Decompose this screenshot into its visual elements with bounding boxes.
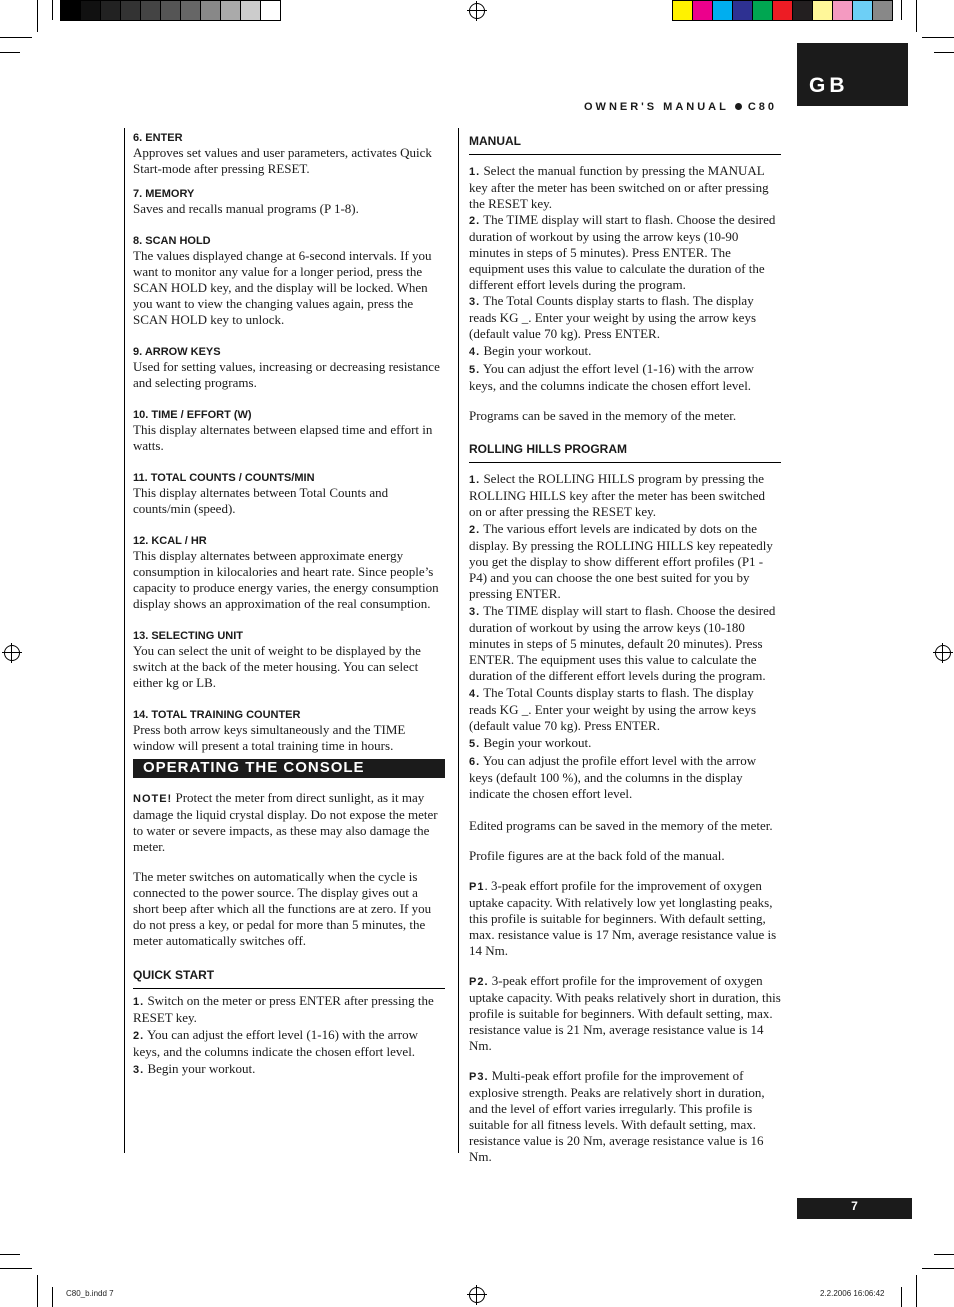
manual-label: OWNER'S MANUAL: [584, 101, 729, 113]
manual-save-text: Programs can be saved in the memory of the meter.: [469, 408, 737, 423]
left-column: [133, 131, 445, 1078]
color-swatch: [201, 1, 221, 20]
list-item: [469, 753, 781, 802]
color-swatch: [693, 1, 713, 20]
section-text: This display alternates between Total Counts and counts/min (speed).: [133, 485, 389, 516]
step-number: 3.: [469, 296, 481, 308]
step-number: 2.: [469, 215, 481, 227]
crop-mark: [37, 1275, 38, 1307]
section-text: Approves set values and user parameters, activates Quick Start-mode after pressing RESET.: [133, 145, 432, 176]
profile-item: [469, 878, 781, 959]
column-divider: [124, 128, 125, 1153]
crop-mark: [901, 0, 902, 20]
list-item: [469, 293, 781, 342]
step-text: Begin your workout.: [480, 735, 592, 750]
step-text: Select the manual function by pressing the MANUAL key after the meter has been switched on or after pressing the RESET key.: [469, 163, 769, 211]
color-swatch: [833, 1, 853, 20]
registration-mark-icon: [469, 3, 485, 19]
color-swatch: [101, 1, 121, 20]
profile-item: [469, 1068, 781, 1165]
step-number: 1.: [469, 474, 481, 486]
list-item: [469, 471, 781, 520]
step-number: 2.: [133, 1030, 145, 1042]
profile-number: P3.: [469, 1071, 489, 1083]
step-text: Select the ROLLING HILLS program by pressing the ROLLING HILLS key after the meter has been switched on or after pressing the RESET key.: [469, 471, 766, 519]
list-item: [469, 685, 781, 734]
crop-mark: [916, 0, 917, 32]
step-text: The TIME display will start to flash. Choose the desired duration of workout by using the arrow keys (10-180 minutes in steps of 5 minutes, default 20 minutes). Press ENTER. The equipment uses this value to calculate the duration of the different effort levels during the program.: [469, 603, 776, 683]
color-swatch: [261, 1, 280, 20]
section-heading: MANUAL: [469, 133, 781, 155]
step-text: You can adjust the effort level (1-16) with the arrow keys, and the columns indicate the chosen effort level.: [469, 361, 754, 393]
list-item: [469, 212, 781, 293]
step-number: 4.: [469, 688, 481, 700]
crop-mark: [901, 1287, 902, 1307]
color-swatch: [773, 1, 793, 20]
bullet-icon: [735, 103, 742, 110]
list-item: [133, 1027, 445, 1060]
model-label: C80: [747, 101, 778, 113]
color-swatch: [873, 1, 892, 20]
step-number: 2.: [469, 524, 481, 536]
crop-mark: [934, 1254, 954, 1255]
profile-text: . 3-peak effort profile for the improvement of oxygen uptake capacity. With relatively low yet longlasting peaks, this profile is suitable for beginners. With default setting, max. resistance value is 17 Nm, average resistance value is 14 Nm.: [469, 878, 777, 958]
note-label: NOTE!: [133, 793, 173, 805]
section-heading: 9. ARROW KEYS: [133, 346, 221, 358]
grayscale-color-bar: [60, 0, 281, 21]
section-heading: 12. KCAL / HR: [133, 535, 207, 547]
section-text: Used for setting values, increasing or decreasing resistance and selecting programs.: [133, 359, 440, 390]
section-heading: 14. TOTAL TRAINING COUNTER: [133, 709, 301, 721]
step-text: The Total Counts display starts to flash. The display reads KG _. Enter your weight by using the arrow keys (default value 70 kg). Press ENTER.: [469, 685, 757, 733]
step-text: Begin your workout.: [480, 343, 592, 358]
list-item: [133, 993, 445, 1026]
step-number: 4.: [469, 346, 481, 358]
profile-number: P2.: [469, 976, 489, 988]
color-swatch: [241, 1, 261, 20]
list-item: [469, 603, 781, 684]
section-heading: ROLLING HILLS PROGRAM: [469, 441, 781, 463]
section-banner: OPERATING THE CONSOLE: [133, 759, 445, 778]
edited-text: Edited programs can be saved in the memory of the meter.: [469, 818, 773, 833]
profile-text: Multi-peak effort profile for the improvement of explosive strength. Peaks are relatively short in duration, and the level of effort varies irregularly. This profile is suitable for all fitness levels. With default setting, max. resistance value is 20 Nm, average resistance value is 16 Nm.: [469, 1068, 765, 1164]
step-number: 1.: [469, 166, 481, 178]
color-swatch: [81, 1, 101, 20]
profile-item: [469, 973, 781, 1054]
profile-text: 3-peak effort profile for the improvement of oxygen uptake capacity. With peaks relatively short in duration, this profile is suitable for beginners. With default setting, max. resistance value is 21 Nm, average resistance value is 14 Nm.: [469, 973, 781, 1053]
color-swatch: [793, 1, 813, 20]
running-header: [584, 101, 777, 113]
list-item: [133, 1061, 445, 1078]
profile-number: P1: [469, 881, 485, 893]
step-text: You can adjust the profile effort level with the arrow keys (default 100 %), and the columns in the display indicate the chosen effort level.: [469, 753, 757, 801]
color-swatch: [713, 1, 733, 20]
step-number: 3.: [469, 606, 481, 618]
step-text: Switch on the meter or press ENTER after pressing the RESET key.: [133, 993, 434, 1025]
section-text: The values displayed change at 6-second intervals. If you want to monitor any value for a longer period, press the SCAN HOLD key, and the display will be locked. When you want to view the changing values again, press the SCAN HOLD key to unlock.: [133, 248, 432, 327]
step-text: The Total Counts display starts to flash. The display reads KG _. Enter your weight by using the arrow keys (default value 70 kg). Press ENTER.: [469, 293, 757, 341]
profile-note: Profile figures are at the back fold of the manual.: [469, 848, 725, 863]
color-swatch: [853, 1, 873, 20]
power-paragraph: The meter switches on automatically when the cycle is connected to the power source. The display gives out a short beep after which all the functions are at zero. If you do not press a key, or pedal for more than 5 minutes, the meter automatically switches off.: [133, 869, 432, 948]
section-text: Press both arrow keys simultaneously and the TIME window will present a total training time in hours.: [133, 722, 406, 753]
step-number: 6.: [469, 756, 481, 768]
section-heading: QUICK START: [133, 967, 445, 989]
section-text: You can select the unit of weight to be displayed by the switch at the back of the meter housing. You can select either kg or LB.: [133, 643, 421, 690]
crop-mark: [922, 37, 954, 38]
process-color-bar: [672, 0, 893, 21]
section-text: This display alternates between approximate energy consumption in kilocalories and heart rate. Since people’s capacity to produce energy varies, the energy consumption display shows an approximation of the real consumption.: [133, 548, 439, 611]
section-heading: 6. ENTER: [133, 132, 183, 144]
column-divider: [458, 128, 459, 1153]
section-text: Saves and recalls manual programs (P 1-8).: [133, 201, 359, 216]
registration-mark-icon: [935, 645, 951, 661]
crop-mark: [0, 37, 32, 38]
list-item: [469, 163, 781, 212]
crop-mark: [37, 0, 38, 32]
note-text: Protect the meter from direct sunlight, as it may damage the liquid crystal display. Do not expose the meter to water or severe impacts, as these may also damage the meter.: [133, 790, 438, 854]
step-text: Begin your workout.: [144, 1061, 256, 1076]
list-item: [469, 735, 781, 752]
slug-file: C80_b.indd 7: [66, 1289, 114, 1298]
list-item: [469, 521, 781, 602]
crop-mark: [52, 0, 53, 20]
color-swatch: [813, 1, 833, 20]
step-text: The various effort levels are indicated by dots on the display. By pressing the ROLLING HILLS key repeatedly you get the display to show different effort profiles (P1 - P4) and you can choose the one best suited for you by pressing ENTER.: [469, 521, 773, 601]
section-heading: 10. TIME / EFFORT (W): [133, 409, 252, 421]
color-swatch: [753, 1, 773, 20]
section-heading: 7. MEMORY: [133, 188, 195, 200]
color-swatch: [61, 1, 81, 20]
color-swatch: [181, 1, 201, 20]
section-text: This display alternates between elapsed time and effort in watts.: [133, 422, 433, 453]
language-tab: GB: [797, 43, 908, 106]
step-number: 3.: [133, 1064, 145, 1076]
list-item: [469, 343, 781, 360]
step-number: 5.: [469, 738, 481, 750]
step-number: 5.: [469, 364, 481, 376]
crop-mark: [934, 52, 954, 53]
step-text: The TIME display will start to flash. Choose the desired duration of workout by using the arrow keys (10-90 minutes in steps of 5 minutes). Press ENTER. The equipment uses this value to calculate the duration of the different effort levels during the program.: [469, 212, 776, 292]
color-swatch: [221, 1, 241, 20]
crop-mark: [0, 52, 20, 53]
step-number: 1.: [133, 996, 145, 1008]
section-heading: 11. TOTAL COUNTS / COUNTS/MIN: [133, 472, 315, 484]
crop-mark: [52, 1287, 53, 1307]
color-swatch: [141, 1, 161, 20]
step-text: You can adjust the effort level (1-16) with the arrow keys, and the columns indicate the chosen effort level.: [133, 1027, 418, 1059]
slug-date: 2.2.2006 16:06:42: [820, 1289, 885, 1298]
list-item: [469, 361, 781, 394]
color-swatch: [733, 1, 753, 20]
registration-mark-icon: [469, 1287, 485, 1303]
color-swatch: [161, 1, 181, 20]
crop-mark: [922, 1268, 954, 1269]
registration-mark-icon: [4, 645, 20, 661]
color-swatch: [121, 1, 141, 20]
crop-mark: [916, 1275, 917, 1307]
crop-mark: [0, 1254, 20, 1255]
section-heading: 8. SCAN HOLD: [133, 235, 211, 247]
page-number: 7: [797, 1198, 912, 1219]
crop-mark: [0, 1268, 32, 1269]
note-paragraph: [133, 790, 445, 855]
color-swatch: [673, 1, 693, 20]
section-heading: 13. SELECTING UNIT: [133, 630, 244, 642]
right-column: [469, 133, 781, 1165]
